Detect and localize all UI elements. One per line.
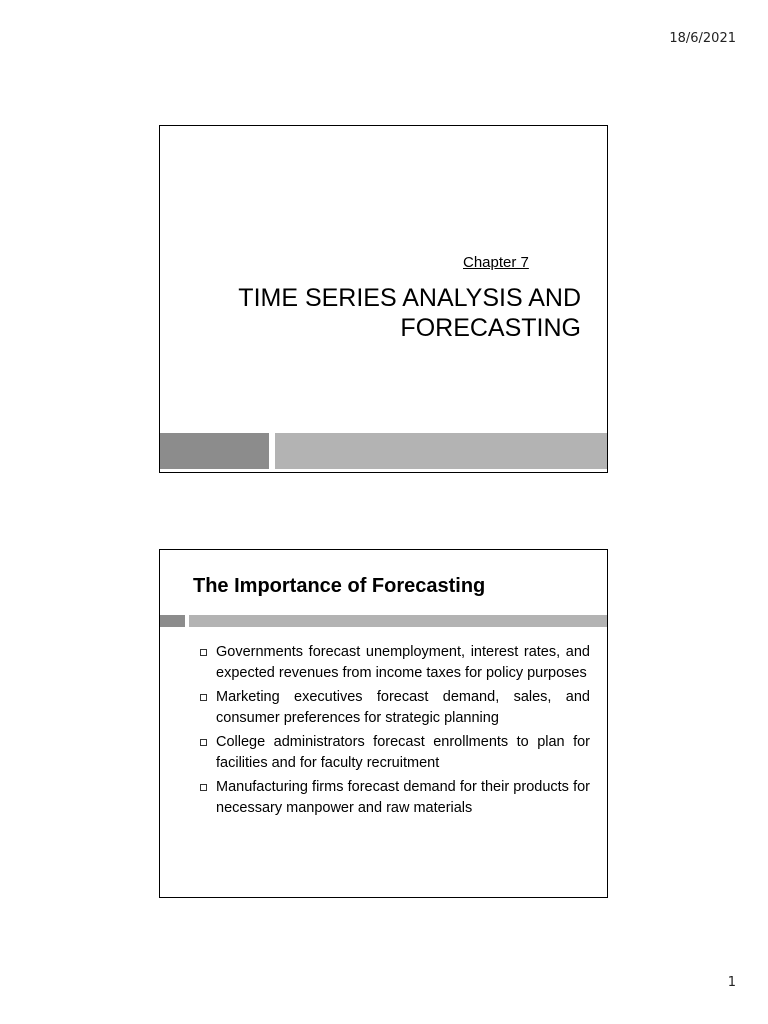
square-bullet-icon [200, 649, 207, 656]
square-bullet-icon [200, 784, 207, 791]
footer-bar-left [160, 433, 269, 469]
slide-heading: The Importance of Forecasting [193, 575, 486, 597]
title-line-1: TIME SERIES ANALYSIS AND [238, 284, 581, 312]
bullet-item [200, 687, 590, 728]
chapter-label: Chapter 7 [463, 254, 529, 271]
bullet-text: College administrators forecast enrollments to plan for facilities and for faculty recruitment [216, 734, 590, 771]
heading-divider-right [189, 615, 607, 627]
bullet-text: Manufacturing firms forecast demand for their products for necessary manpower and raw materials [216, 779, 590, 816]
slide-title-text [161, 283, 581, 343]
page-number: 1 [727, 975, 736, 990]
title-line-2: FORECASTING [400, 314, 581, 342]
bullet-text: Marketing executives forecast demand, sales, and consumer preferences for strategic planning [216, 689, 590, 726]
bullet-item [200, 732, 590, 773]
bullet-list [200, 642, 590, 822]
slide-title [159, 125, 608, 473]
bullet-item [200, 642, 590, 683]
bullet-text: Governments forecast unemployment, interest rates, and expected revenues from income taxes for policy purposes [216, 644, 590, 681]
footer-bar-right [275, 433, 607, 469]
page-date: 18/6/2021 [669, 31, 736, 46]
heading-divider-left [160, 615, 185, 627]
square-bullet-icon [200, 739, 207, 746]
slide-importance [159, 549, 608, 898]
square-bullet-icon [200, 694, 207, 701]
bullet-item [200, 777, 590, 818]
